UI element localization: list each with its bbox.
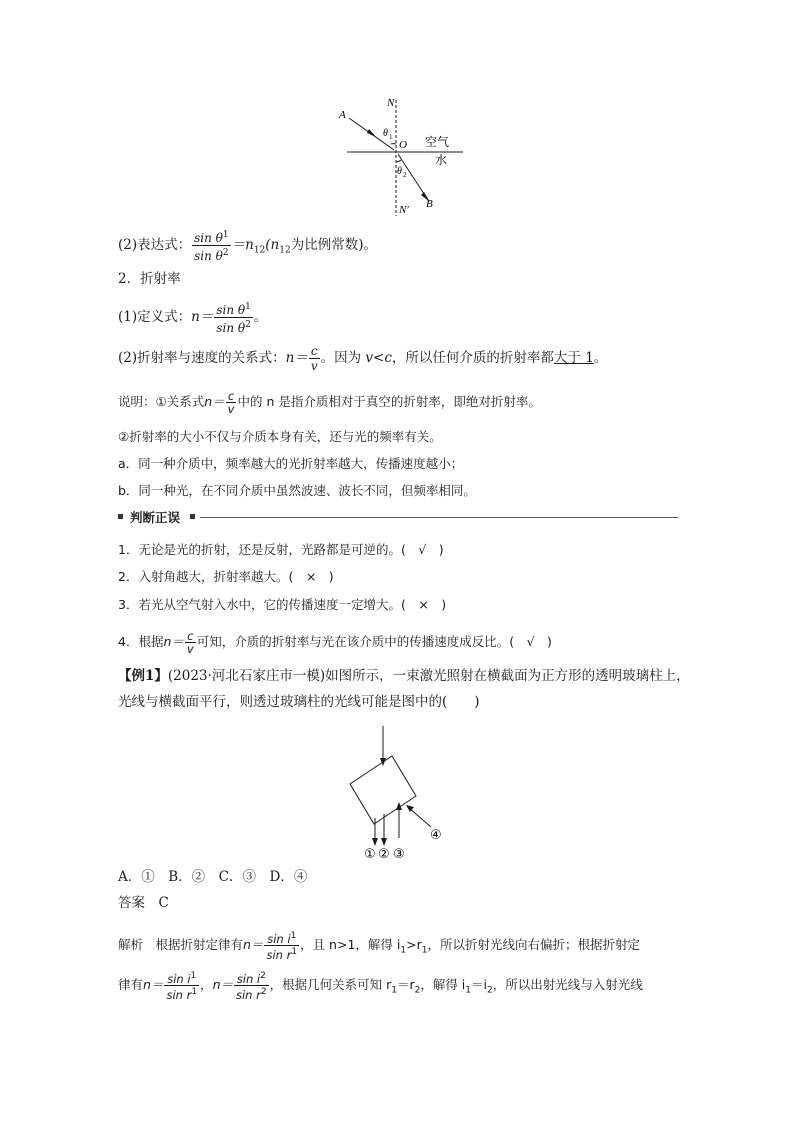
judgement-4: 4．根据n＝ $\frac{c}{v}$ 可知，介质的折射率与光在该介质中的传播速度成反比。( √ ) (118, 629, 552, 656)
analysis-line-1: 解析 根据折射定律有n＝ $\frac{\sin i^1}{\sin r^1}$ ，且 n>1，解得 $i_1>r_1$，所以折射光线向右偏折；根据折射定 (118, 931, 640, 962)
prism-diagram (340, 722, 460, 862)
ray-4 (409, 808, 431, 827)
heading-refractive-index: 2．折射率 (118, 271, 181, 287)
label-circle-4: ④ (430, 828, 442, 843)
note-line-2: ②折射率的大小不仅与介质本身有关，还与光的频率有关。 (118, 429, 442, 444)
section-header (118, 510, 678, 526)
arrowhead-1 (372, 838, 378, 846)
judgement-1: 1．无论是光的折射，还是反射，光路都是可逆的。( √ ) (118, 542, 444, 557)
svg-text:2: 2 (403, 171, 407, 179)
label-theta1: θ (383, 128, 388, 139)
square-icon (118, 514, 123, 519)
expression-line: (2)表达式： $\frac{\sin \theta^1}{\sin \theta^2}$ $=n_{12}(n_{12}$为比例常数)。 (118, 230, 377, 263)
answer-options: A．① B．② C．③ D．④ (118, 869, 308, 885)
definition-line: (1)定义式：n＝ $\frac{\sin \theta^1}{\sin \theta^2}$ 。 (118, 302, 268, 335)
note-line-4: b．同一种光，在不同介质中虽然波速、波长不同，但频率相同。 (118, 483, 476, 498)
analysis-line-2: 律有n＝ $\frac{\sin i^1}{\sin r^1}$ ，n＝ $\frac{\sin i^2}{\sin r^2}$ ，根据几何关系可知 $r_1=r_2$，解得 $i_1=i_2$，所以出射光线与入射光线 (118, 971, 643, 1002)
label-B: B (426, 198, 433, 210)
square-icon (190, 514, 195, 519)
judgement-2: 2．入射角越大，折射率越大。( × ) (118, 569, 334, 584)
note-line-3: a．同一种介质中，频率越大的光折射率越大，传播速度越小； (118, 456, 464, 471)
fraction: $\frac{\sin \theta^1}{\sin \theta^2}$ (194, 230, 229, 263)
example-line-1: 【例1】(2023·河北石家庄市一模)如图所示，一束激光照射在横截面为正方形的透明玻璃柱上， (118, 668, 690, 684)
refraction-diagram (335, 92, 495, 220)
label-N: N (387, 97, 395, 109)
label-circle-3: ③ (393, 847, 405, 862)
divider (200, 517, 678, 518)
judgement-3: 3．若光从空气射入水中，它的传播速度一定增大。( × ) (118, 597, 447, 612)
label-A: A (339, 109, 346, 121)
example-line-2: 光线与横截面平行，则透过玻璃柱的光线可能是图中的( ) (118, 694, 480, 710)
label-water: 水 (435, 153, 448, 167)
arrowhead-2 (381, 838, 387, 846)
label-air: 空气 (425, 135, 450, 149)
label-circle-2: ② (378, 847, 390, 862)
label-theta2: θ (397, 166, 402, 177)
speed-relation-line: (2)折射率与速度的关系式：n＝ $\frac{c}{v}$ 。因为 v<c，所以任何介质的折射率都大于 1。 (118, 344, 608, 373)
answer-line: 答案 C (118, 895, 169, 911)
incident-arrowhead (367, 129, 376, 137)
svg-text:1: 1 (389, 133, 393, 141)
note-line-1: 说明：①关系式n＝ $\frac{c}{v}$ 中的 n 是指介质相对于真空的折射率，即绝对折射率。 (118, 389, 541, 416)
section-title: 判断正误 (130, 510, 181, 525)
label-circle-1: ① (364, 847, 376, 862)
label-Nprime: N′ (399, 204, 409, 216)
glass-square (350, 756, 416, 824)
label-O: O (399, 139, 407, 151)
